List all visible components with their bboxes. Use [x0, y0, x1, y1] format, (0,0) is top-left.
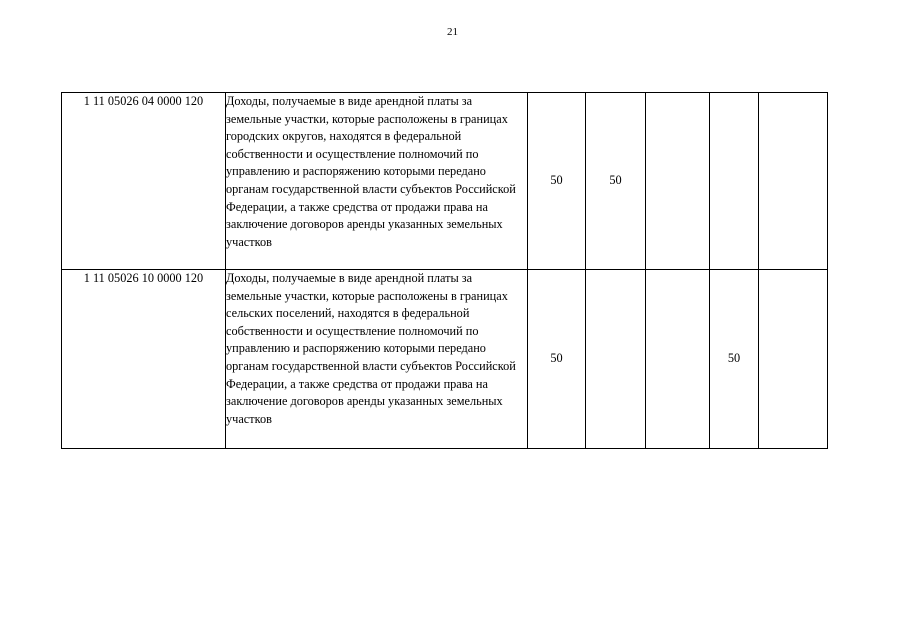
value-col-5 — [759, 93, 828, 270]
revenue-description: Доходы, получаемые в виде арендной платы за земельные участки, которые расположены в границах сельских поселений, находятся в федеральной собственности и осуществление полномочий по управлению и распоряжению которыми передано органам государственной власти субъектов Российской Федерации, а также средства от продажи права на заключение договоров аренды указанных земельных участков — [226, 270, 528, 449]
revenue-code: 1 11 05026 04 0000 120 — [62, 93, 226, 270]
value-col-3 — [646, 270, 710, 449]
revenue-table — [61, 92, 828, 449]
value-col-4 — [710, 93, 759, 270]
table-row — [62, 270, 828, 449]
value-col-1: 50 — [528, 270, 586, 449]
value-col-3 — [646, 93, 710, 270]
value-col-4: 50 — [710, 270, 759, 449]
revenue-description: Доходы, получаемые в виде арендной платы за земельные участки, которые расположены в границах городских округов, находятся в федеральной собственности и осуществление полномочий по управлению и распоряжению которыми передано органам государственной власти субъектов Российской Федерации, а также средства от продажи права на заключение договоров аренды указанных земельных участков — [226, 93, 528, 270]
table-row — [62, 93, 828, 270]
revenue-code: 1 11 05026 10 0000 120 — [62, 270, 226, 449]
value-col-2 — [586, 270, 646, 449]
value-col-1: 50 — [528, 93, 586, 270]
value-col-2: 50 — [586, 93, 646, 270]
page-number: 21 — [447, 26, 458, 38]
value-col-5 — [759, 270, 828, 449]
